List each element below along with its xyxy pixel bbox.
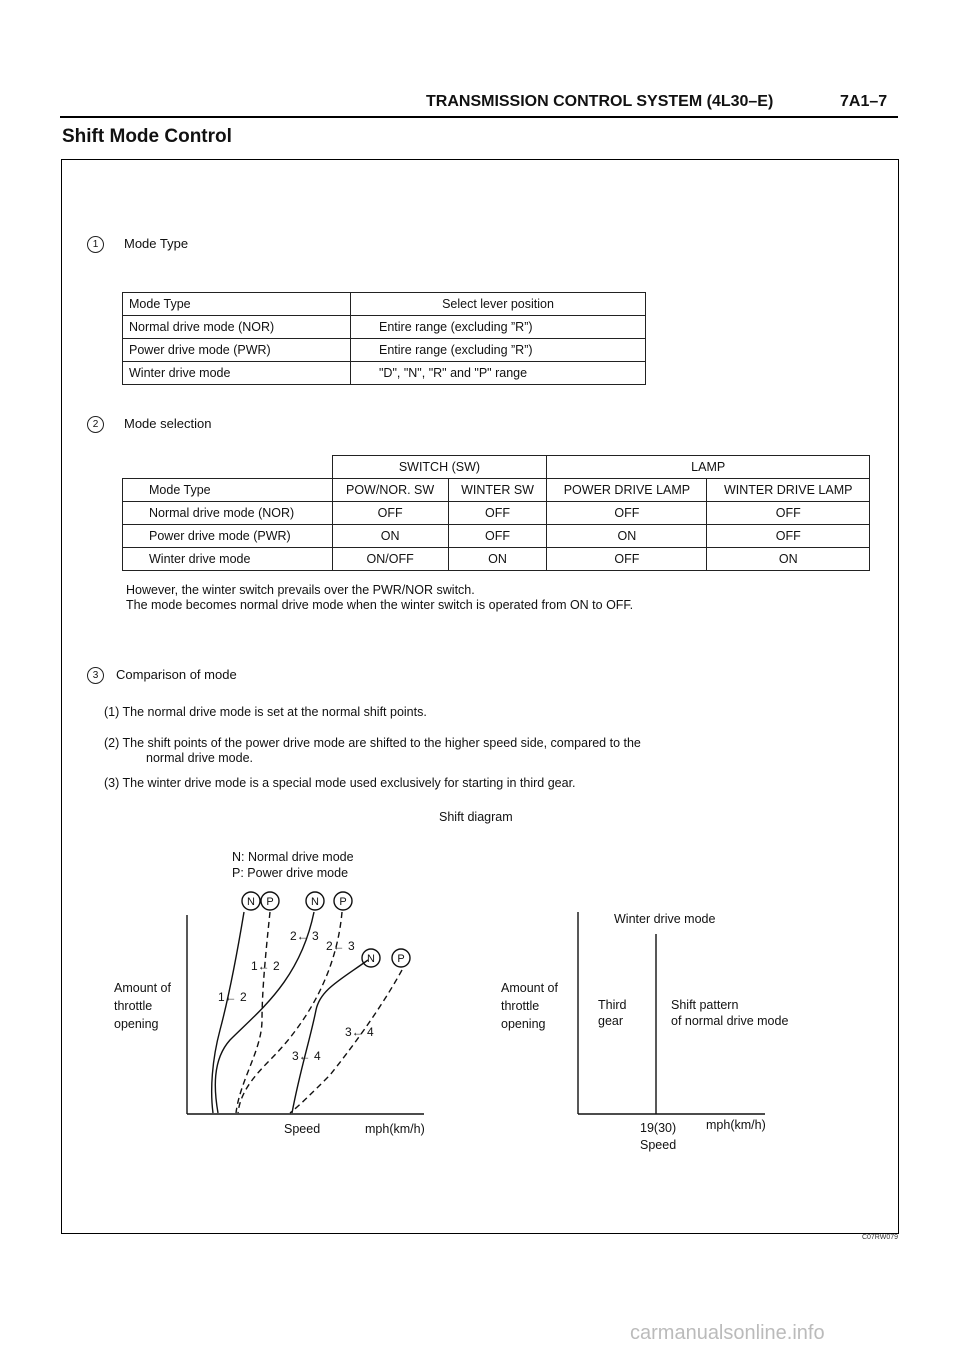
table-cell: ON <box>448 548 547 571</box>
x-axis-unit: mph(km/h) <box>365 1122 425 1136</box>
note-winter-prevails: However, the winter switch prevails over the PWR/NOR switch. <box>126 583 475 597</box>
mark-p-1-label: P <box>266 896 274 908</box>
table-cell: Winter drive mode <box>123 548 333 571</box>
table-header: Select lever position <box>351 293 646 316</box>
legend-power: P: Power drive mode <box>232 866 349 880</box>
table-cell: Entire range (excluding ”R”) <box>351 316 646 339</box>
y-axis-label: throttle <box>501 999 540 1013</box>
table-cell: OFF <box>707 502 870 525</box>
table-cell: Power drive mode (PWR) <box>123 339 351 362</box>
table-header: WINTER DRIVE LAMP <box>707 479 870 502</box>
mark-p-2-label: P <box>339 896 347 908</box>
y-axis-label: opening <box>114 1017 159 1031</box>
y-axis-label: throttle <box>114 999 153 1013</box>
table-cell: "D", "N", "R" and "P" range <box>351 362 646 385</box>
third-gear-label: gear <box>598 1014 624 1028</box>
mark-p-3-label: P <box>397 953 405 965</box>
table-header: POW/NOR. SW <box>332 479 448 502</box>
table-cell: ON/OFF <box>332 548 448 571</box>
image-code: C07RW079 <box>861 1234 898 1241</box>
y-axis-label: Amount of <box>114 981 171 995</box>
page-number: 7A1–7 <box>840 93 888 110</box>
note-normal-mode-return: The mode becomes normal drive mode when the winter switch is operated from ON to OFF. <box>126 598 634 612</box>
shift-label-2-3-normal: 2← 3 <box>290 929 319 943</box>
section-title-comparison: Comparison of mode <box>116 667 237 682</box>
shift-label-1-2-power: 1← 2 <box>251 959 280 973</box>
legend-normal: N: Normal drive mode <box>232 850 354 864</box>
group-header-lamp: LAMP <box>547 456 870 479</box>
table-cell: Normal drive mode (NOR) <box>123 316 351 339</box>
shift-pattern-label: Shift pattern <box>671 998 739 1012</box>
table-cell: Entire range (excluding ”R”) <box>351 339 646 362</box>
section-number-2: 2 <box>87 416 104 433</box>
shift-pattern-label: of normal drive mode <box>671 1014 789 1028</box>
shift-label-3-4-power: 3← 4 <box>345 1025 374 1039</box>
table-cell: Power drive mode (PWR) <box>123 525 333 548</box>
section-number-1: 1 <box>87 236 104 253</box>
y-axis-label: opening <box>501 1017 546 1031</box>
header-title: TRANSMISSION CONTROL SYSTEM (4L30–E) <box>426 93 774 110</box>
shift-label-3-4-normal: 3← 4 <box>292 1049 321 1063</box>
list-item: (1) The normal drive mode is set at the normal shift points. <box>104 705 427 719</box>
table-cell: ON <box>332 525 448 548</box>
list-item: (2) The shift points of the power drive mode are shifted to the higher speed side, compared to the <box>104 736 641 750</box>
table-header: Mode Type <box>123 293 351 316</box>
mark-n-2-label: N <box>311 896 319 908</box>
x-axis-label: Speed <box>640 1138 677 1152</box>
x-axis-unit: mph(km/h) <box>706 1118 766 1132</box>
normal-1-2-curve <box>212 912 244 1113</box>
list-item: normal drive mode. <box>146 751 253 765</box>
table-cell: OFF <box>332 502 448 525</box>
table-cell: OFF <box>448 502 547 525</box>
mark-n-1-label: N <box>247 896 255 908</box>
section-number-3: 3 <box>87 667 104 684</box>
table-cell: ON <box>547 525 707 548</box>
y-axis-label: Amount of <box>501 981 558 995</box>
table-cell: OFF <box>448 525 547 548</box>
shift-label-2-3-power: 2← 3 <box>326 939 355 953</box>
table-cell: OFF <box>547 548 707 571</box>
table-header: WINTER SW <box>448 479 547 502</box>
power-3-4-curve <box>290 970 402 1113</box>
group-header-switch: SWITCH (SW) <box>332 456 547 479</box>
table-header: POWER DRIVE LAMP <box>547 479 707 502</box>
table-header: Mode Type <box>123 479 333 502</box>
winter-mode-title: Winter drive mode <box>614 912 716 926</box>
speed-tick-label: 19(30) <box>640 1121 677 1135</box>
power-1-2-curve <box>236 912 270 1113</box>
table-cell: Normal drive mode (NOR) <box>123 502 333 525</box>
table-cell: Winter drive mode <box>123 362 351 385</box>
table-cell: OFF <box>547 502 707 525</box>
table-cell: OFF <box>707 525 870 548</box>
list-item: (3) The winter drive mode is a special mode used exclusively for starting in third gear. <box>104 776 576 790</box>
shift-diagram-title: Shift diagram <box>439 810 513 824</box>
section-title-mode-type: Mode Type <box>124 236 189 251</box>
section-title-mode-selection: Mode selection <box>124 416 212 431</box>
shift-label-1-2-normal: 1← 2 <box>218 990 247 1004</box>
third-gear-label: Third <box>598 998 627 1012</box>
mark-n-3-label: N <box>367 953 375 965</box>
footer-watermark: carmanualsonline.info <box>630 1322 825 1344</box>
table-cell: ON <box>707 548 870 571</box>
x-axis-label: Speed <box>284 1122 321 1136</box>
page-title: Shift Mode Control <box>62 126 232 147</box>
